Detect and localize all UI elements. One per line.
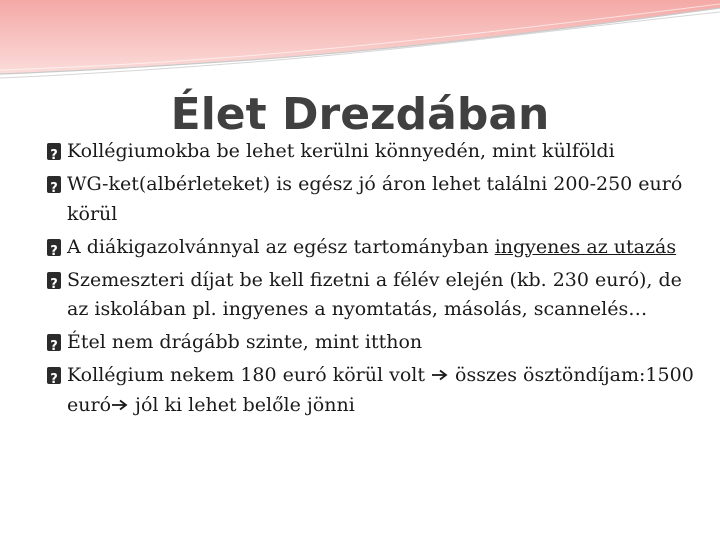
bullet-text: Kollégium nekem 180 euró körül volt (67, 364, 432, 386)
missing-glyph-icon (47, 334, 61, 351)
bullet-item (47, 137, 697, 167)
bullet-text: Étel nem drágább szinte, mint itthon (67, 331, 423, 353)
missing-glyph-icon (47, 239, 61, 256)
missing-glyph-icon (47, 143, 61, 160)
bullet-item (47, 328, 697, 358)
missing-glyph-icon (47, 272, 61, 289)
bullet-text: jól ki lehet belőle jönni (129, 393, 355, 416)
bullet-item (47, 170, 697, 229)
bullet-text: Szemeszteri díjat be kell fizetni a félév elején (kb. 230 euró), de az iskolában pl. ingyenes a nyomtatás, másolás, scannelés… (67, 268, 682, 320)
slide-title: Élet Drezdában (170, 89, 550, 140)
bullet-item (47, 266, 697, 325)
bullet-text: összes ösztöndíjam:1500 euró (67, 364, 694, 416)
bullet-item (47, 361, 697, 420)
missing-glyph-icon (47, 176, 61, 193)
right-arrow-icon (111, 399, 129, 411)
bullet-item (47, 233, 697, 263)
missing-glyph-icon (47, 367, 61, 384)
header-decoration (0, 0, 720, 90)
bullet-text: WG-ket(albérleteket) is egész jó áron lehet találni 200-250 euró körül (67, 173, 683, 225)
bullet-list (47, 137, 697, 424)
bullet-text: A diákigazolvánnyal az egész tartományban (67, 235, 495, 258)
underlined-text: ingyenes az utazás (494, 235, 677, 258)
right-arrow-icon (431, 369, 449, 381)
bullet-text: Kollégiumokba be lehet kerülni könnyedén, mint külföldi (67, 140, 615, 162)
